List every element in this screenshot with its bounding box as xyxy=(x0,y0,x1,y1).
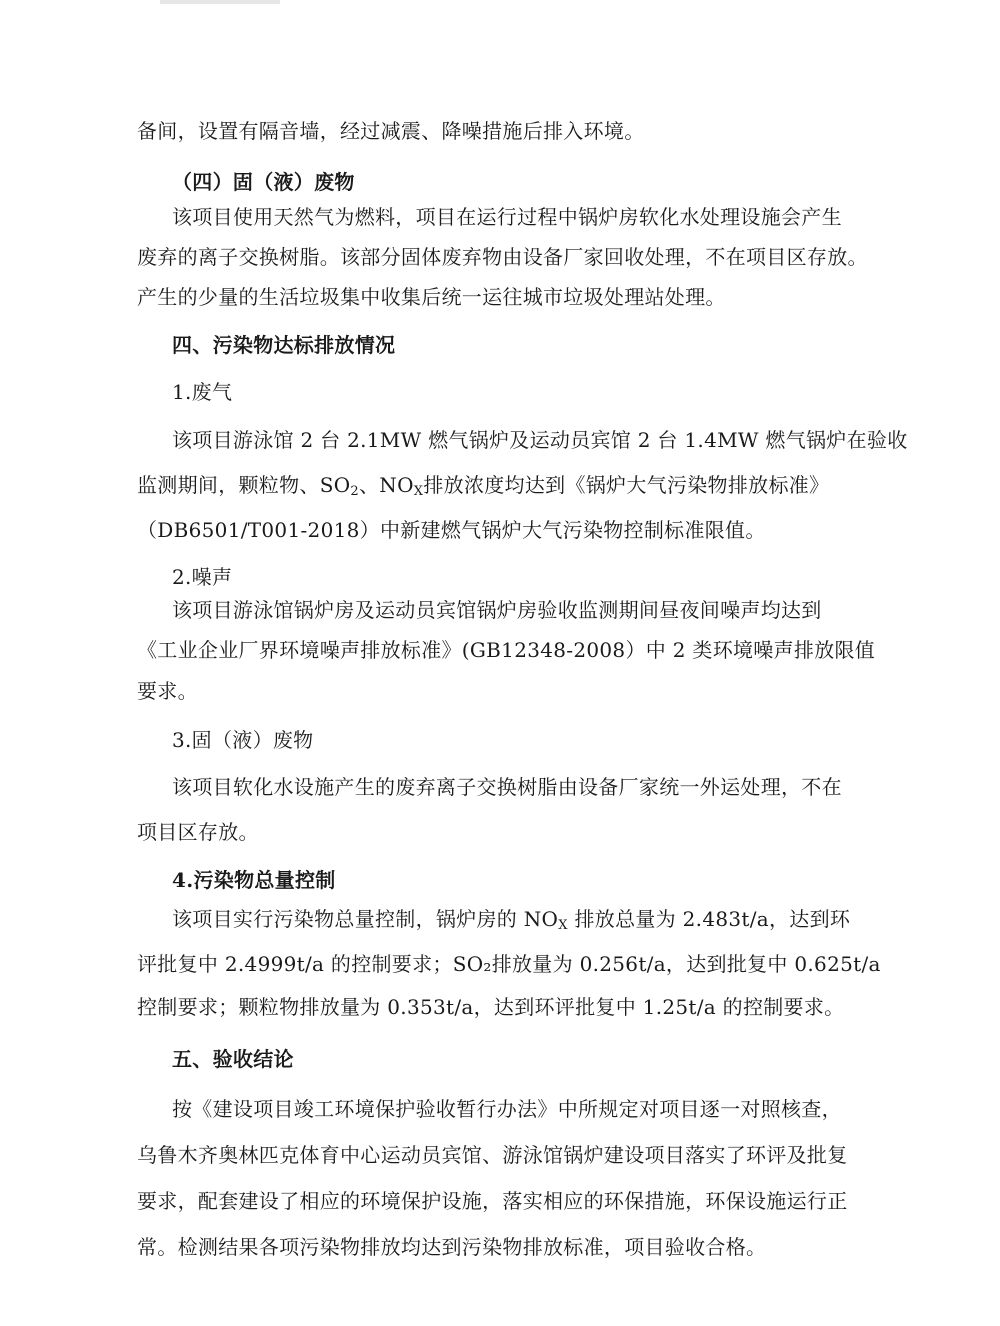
text-run: 、NO xyxy=(358,473,414,497)
paragraph-line: 控制要求；颗粒物排放量为 0.353t/a，达到环评批复中 1.25t/a 的控制要求。 xyxy=(137,995,845,1019)
paragraph-line: 评批复中 2.4999t/a 的控制要求；SO₂排放量为 0.256t/a，达到批复中 0.625t/a xyxy=(137,952,881,976)
paragraph-line: 乌鲁木齐奥林匹克体育中心运动员宾馆、游泳馆锅炉建设项目落实了环评及批复 xyxy=(137,1143,848,1167)
paragraph-line: 要求，配套建设了相应的环境保护设施，落实相应的环保措施，环保设施运行正 xyxy=(137,1189,848,1213)
paragraph-line: 该项目使用天然气为燃料，项目在运行过程中锅炉房软化水处理设施会产生 xyxy=(172,205,842,229)
text-run: 排放总量为 2.483t/a，达到环 xyxy=(567,907,851,931)
paragraph-line xyxy=(172,905,850,940)
paragraph-line: 《工业企业厂界环境噪声排放标准》(GB12348-2008）中 2 类环境噪声排放限值 xyxy=(137,638,876,662)
paragraph-line: 备间，设置有隔音墙，经过减震、降噪措施后排入环境。 xyxy=(137,119,645,143)
paragraph-line: 项目区存放。 xyxy=(137,820,259,844)
subsection-heading: 2.噪声 xyxy=(172,565,233,589)
subsection-heading: 4.污染物总量控制 xyxy=(172,868,336,892)
subscript: 2 xyxy=(350,484,359,499)
paragraph-line: （DB6501/T001-2018）中新建燃气锅炉大气污染物控制标准限值。 xyxy=(137,518,766,542)
paragraph-line: 该项目游泳馆 2 台 2.1MW 燃气锅炉及运动员宾馆 2 台 1.4MW 燃气锅炉在验收 xyxy=(172,428,908,452)
paragraph-line xyxy=(137,471,829,506)
paragraph-line: 常。检测结果各项污染物排放均达到污染物排放标准，项目验收合格。 xyxy=(137,1235,767,1259)
paragraph-line: 该项目游泳馆锅炉房及运动员宾馆锅炉房验收监测期间昼夜间噪声均达到 xyxy=(172,598,822,622)
subsection-heading: 1.废气 xyxy=(172,380,233,404)
paragraph-line: 该项目软化水设施产生的废弃离子交换树脂由设备厂家统一外运处理，不在 xyxy=(172,775,842,799)
text-run: 排放浓度均达到《锅炉大气污染物排放标准》 xyxy=(423,473,830,497)
section-heading: 五、验收结论 xyxy=(172,1047,294,1071)
paragraph-line: 废弃的离子交换树脂。该部分固体废弃物由设备厂家回收处理，不在项目区存放。 xyxy=(137,245,868,269)
text-run: 该项目实行污染物总量控制，锅炉房的 NO xyxy=(172,907,559,931)
subscript: X xyxy=(413,484,424,499)
section-heading: 四、污染物达标排放情况 xyxy=(172,333,396,357)
scan-artifact xyxy=(160,0,280,4)
paragraph-line: 要求。 xyxy=(137,679,198,703)
subsection-heading: 3.固（液）废物 xyxy=(172,728,314,752)
paragraph-line: 按《建设项目竣工环境保护验收暂行办法》中所规定对项目逐一对照核查， xyxy=(172,1097,842,1121)
section-heading: （四）固（液）废物 xyxy=(172,170,355,194)
subscript: X xyxy=(558,918,568,933)
paragraph-line: 产生的少量的生活垃圾集中收集后统一运往城市垃圾处理站处理。 xyxy=(137,285,726,309)
text-run: 监测期间，颗粒物、SO xyxy=(137,473,351,497)
